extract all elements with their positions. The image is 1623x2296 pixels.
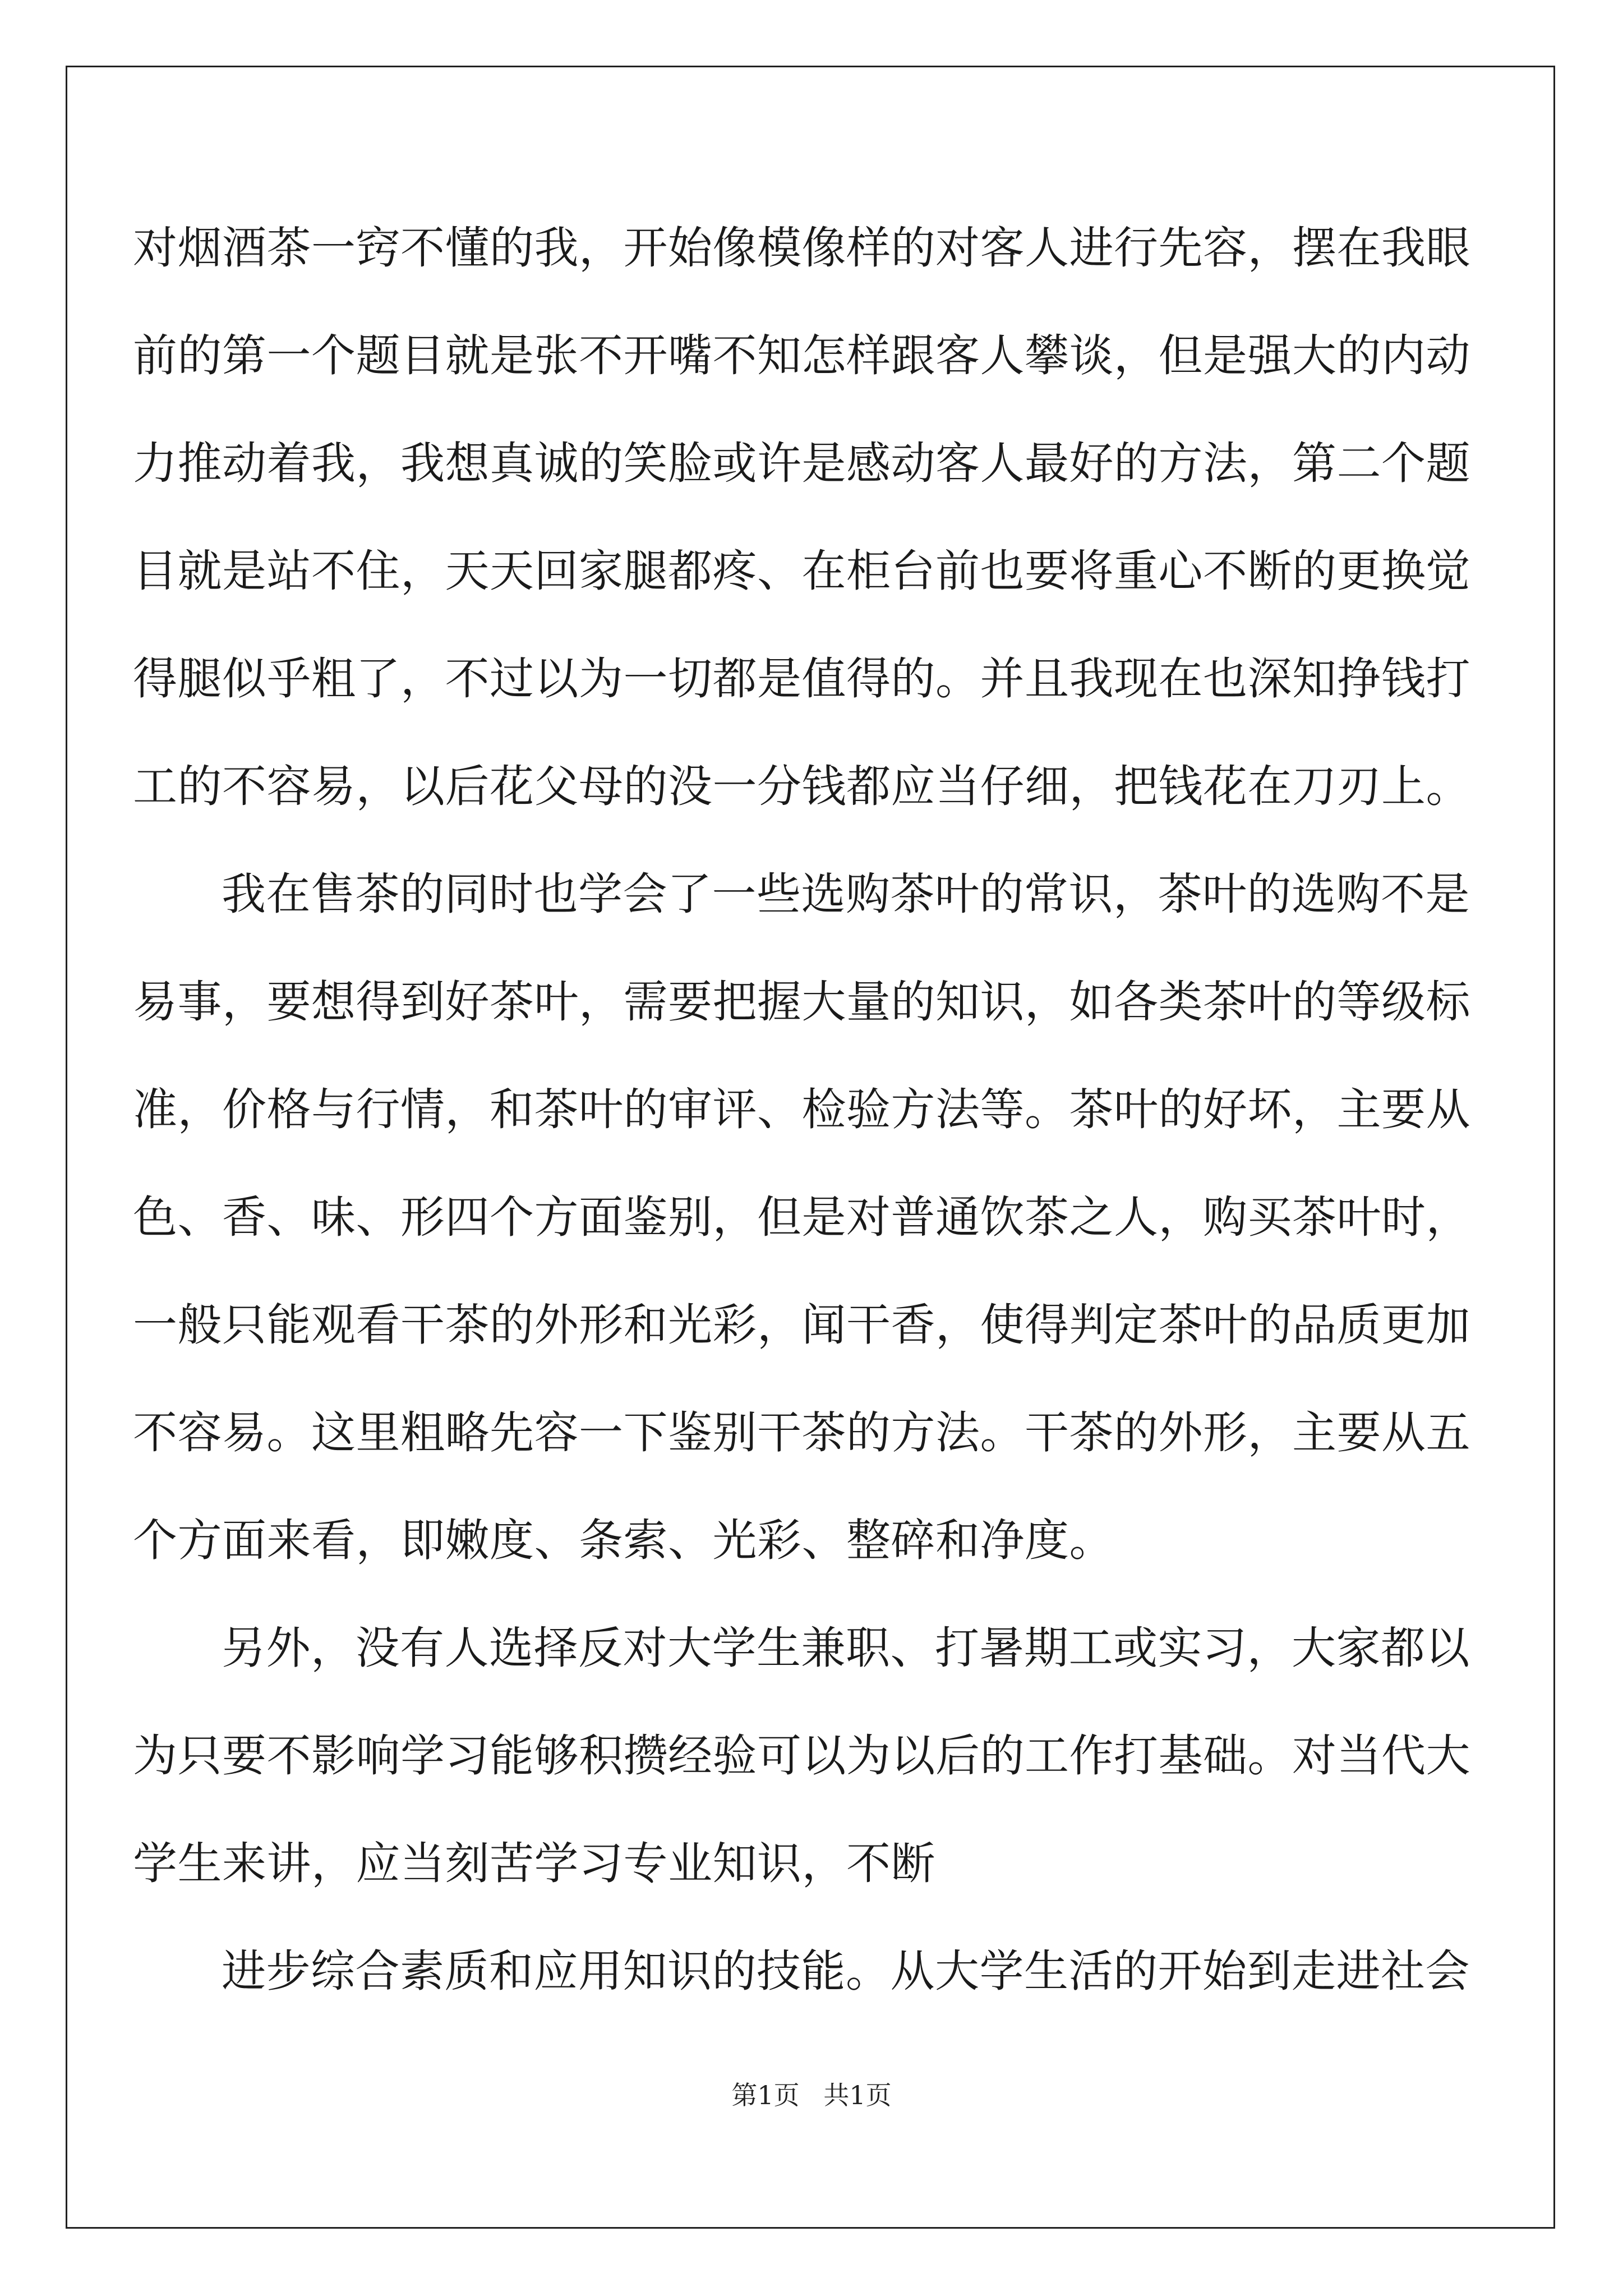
text-line: 得腿似乎粗了，不过以为一切都是值得的。并且我现在也深知挣钱打 bbox=[133, 653, 1470, 705]
text-line: 前的第一个题目就是张不开嘴不知怎样跟客人攀谈，但是强大的内动 bbox=[133, 330, 1470, 381]
text-line: 个方面来看，即嫩度、条索、光彩、整碎和净度。 bbox=[133, 1515, 1114, 1566]
text-line: 学生来讲，应当刻苦学习专业知识，不断 bbox=[133, 1838, 935, 1889]
paragraph-first-line: 另外，没有人选择反对大学生兼职、打暑期工或实习，大家都以 bbox=[222, 1622, 1470, 1674]
page-total: 共1页 bbox=[823, 2080, 892, 2110]
paragraph-first-line: 进步综合素质和应用知识的技能。从大学生活的开始到走进社会 bbox=[222, 1945, 1470, 1997]
page-border bbox=[66, 66, 1555, 2229]
text-line: 为只要不影响学习能够积攒经验可以为以后的工作打基础。对当代大 bbox=[133, 1730, 1470, 1782]
text-line: 目就是站不住，天天回家腿都疼、在柜台前也要将重心不断的更换觉 bbox=[133, 545, 1470, 597]
page-number: 第1页 bbox=[731, 2080, 800, 2110]
text-line: 不容易。这里粗略先容一下鉴别干茶的方法。干茶的外形，主要从五 bbox=[133, 1407, 1470, 1458]
text-line: 准，价格与行情，和茶叶的审评、检验方法等。茶叶的好坏，主要从 bbox=[133, 1084, 1470, 1135]
text-line: 色、香、味、形四个方面鉴别，但是对普通饮茶之人，购买茶叶时， bbox=[133, 1191, 1470, 1243]
text-line: 对烟酒茶一窍不懂的我，开始像模像样的对客人进行先容，摆在我眼 bbox=[133, 222, 1470, 274]
paragraph-first-line: 我在售茶的同时也学会了一些选购茶叶的常识，茶叶的选购不是 bbox=[222, 868, 1470, 920]
text-line: 易事，要想得到好茶叶，需要把握大量的知识，如各类茶叶的等级标 bbox=[133, 976, 1470, 1028]
text-line: 力推动着我，我想真诚的笑脸或许是感动客人最好的方法，第二个题 bbox=[133, 438, 1470, 489]
text-line: 一般只能观看干茶的外形和光彩，闻干香，使得判定茶叶的品质更加 bbox=[133, 1299, 1470, 1351]
page-footer bbox=[0, 2078, 1623, 2112]
text-line: 工的不容易，以后花父母的没一分钱都应当仔细，把钱花在刀刃上。 bbox=[133, 761, 1470, 812]
